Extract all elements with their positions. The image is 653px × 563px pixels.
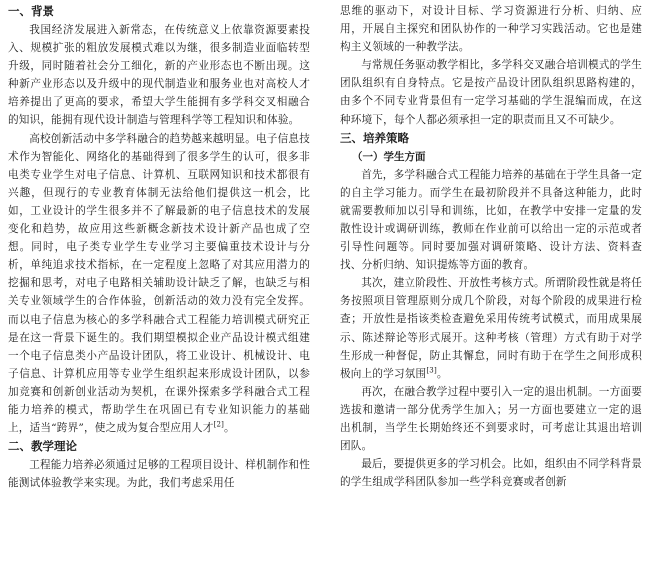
section-heading-background: 一、背景: [8, 4, 54, 18]
paragraph: 首先，多学科融合式工程能力培养的基础在于学生具备一定的自主学习能力。而学生在最初阶段并不具备这种能力，此时就需要教师加以引导和训练，比如，在教学中安排一定量的发散性设计或调研训练，教师在作业前可以给出一定的示范或者引导性问题等。同时要加强对调研策略、设计方法、资料查找、分析归纳、知识提炼等方面的教育。: [340, 168, 642, 272]
paragraph-text: 高校创新活动中多学科融合的趋势越来越明显。电子信息技术作为智能化、网络化的基础得到了很多学生的认可，很多非电类专业学生对电子信息、计算机、互联网知识和技术都很有兴趣，但现行的专业教育体制无法给他们提供这一机会，比如，工业设计的学生很多并不了解最新的电子信息技术的发展变化和趋势，故应用这些新概念新技术设计新产品也成了空想。同时，电子类专业学生专业学习主要偏重技术设计与分析，单纯追求技术指标，在一定程度上忽略了对其应用潜力的挖掘和思考，对电子电路相关辅助设计缺乏了解，也缺乏与相关专业领域学生的合作体验，创新活动的效力没有完全发挥。而以电子信息为核心的多学科融合式工程能力培训模式研究正是在这一背景下诞生的。我们期望模拟企业产品设计模式组建一个电子信息类小产品设计团队，将工业设计、机械设计、电子信息、计算机应用等专业学生组织起来形成设计团队，以参加竞赛和创新创业活动为契机，在课外探索多学科融合式工程能力培养的模式，帮助学生在巩固已有专业知识能力的基础上，适当“跨界”，使之成为复合型应用人才: [8, 132, 310, 435]
left-column: [8, 2, 310, 560]
paragraph: 工程能力培养必须通过足够的工程项目设计、样机制作和性能测试体验教学来实现。为此，我们考虑采用任: [8, 459, 310, 490]
subsection-heading-students: （一）学生方面: [352, 150, 426, 163]
right-column: [340, 2, 642, 560]
section-heading-strategy: 三、培养策略: [340, 130, 409, 145]
paragraph-continued: 思维的驱动下，对设计目标、学习资源进行分析、归纳、应用，开展自主探究和团队协作的一种学习实践活动。它也是建构主义领域的一种教学法。: [340, 5, 642, 54]
paragraph: [8, 130, 310, 438]
paragraph: 再次，在融合教学过程中要引入一定的退出机制。一方面要选拔和邀请一部分优秀学生加入；另一方面也要建立一定的退出机制，当学生长期始终还不到要求时，可考虑让其退出培训团队。: [340, 385, 642, 453]
paragraph-text-end: 。: [224, 422, 235, 435]
citation-marker: [3]: [426, 366, 437, 375]
citation-marker: [2]: [213, 420, 225, 429]
paragraph-text-end: 。: [436, 367, 448, 380]
paragraph: 我国经济发展进入新常态，在传统意义上依靠资源要素投入、规模扩张的粗放发展模式难以为继，很多制造业面临转型升级，同时随着社会分工细化，新的产业形态也不断出现。这种新产业形态以及升级中的现代制造业和服务业也对高校人才培养提出了更高的要求，希望大学生能拥有多学科交叉相融合的知识，能拥有现代设计制造与管理科学等工程知识和体验。: [8, 24, 310, 127]
paragraph: [340, 274, 642, 383]
section-heading-teaching-theory: 二、教学理论: [8, 439, 77, 454]
paragraph: 与常规任务驱动教学相比，多学科交叉融合培训模式的学生团队组织有自身特点。它是按产品设计团队组织思路构建的，由多个不同专业背景但有一定学习基础的学生混编而成，在这种环境下，每个人都必须承担一定的职责而且又不可缺少。: [340, 59, 642, 126]
paragraph: 最后，要提供更多的学习机会。比如，组织由不同学科背景的学生组成学科团队参加一些学科竞赛或者创新: [340, 458, 642, 489]
paragraph-text: 其次，建立阶段性、开放性考核方式。所谓阶段性就是将任务按照项目管理原则分成几个阶段，对每个阶段的成果进行检查；开放性是指该类检查避免采用传统考试模式，而用成果展示、陈述辩论等形式展开。这种考核（管理）方式有助于对学生形成一种督促，防止其懈怠，同时有助于在学生之间形成积极向上的学习氛围: [340, 277, 642, 380]
